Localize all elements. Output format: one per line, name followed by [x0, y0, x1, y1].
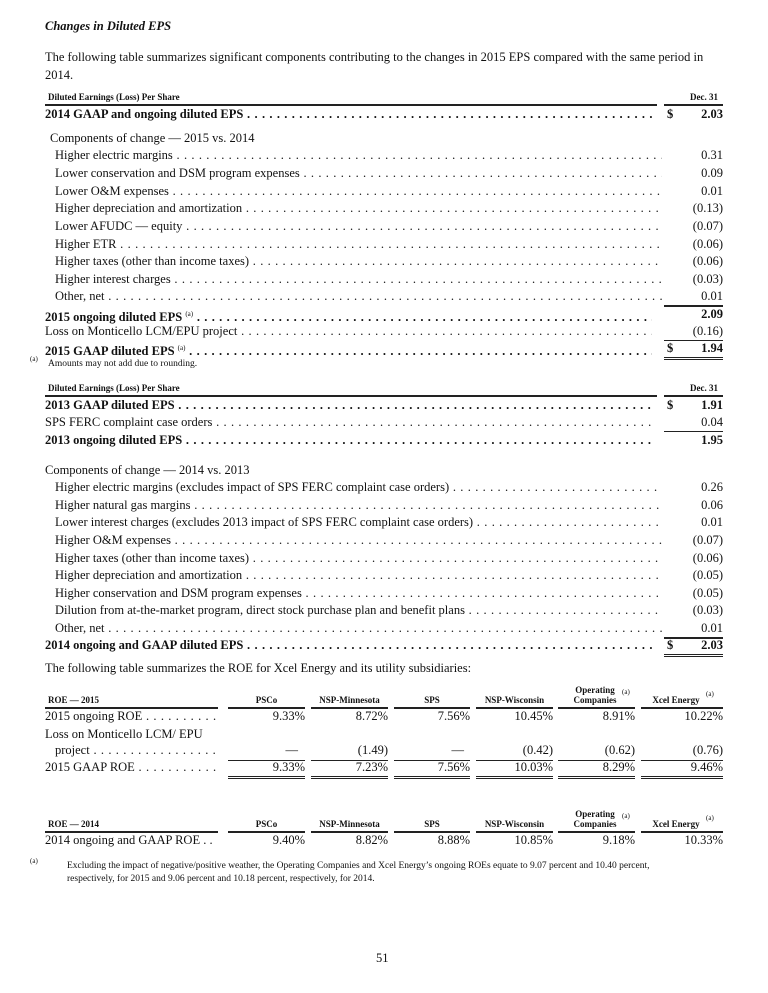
- table1-header-col: Dec. 31: [690, 92, 718, 102]
- table-section-label: Components of change — 2014 vs. 2013: [45, 463, 250, 477]
- footnote-mark: (a): [30, 857, 38, 865]
- roe-cell: 8.29%: [602, 760, 635, 774]
- rule: [394, 776, 470, 777]
- section-title: Changes in Diluted EPS: [45, 19, 172, 33]
- table-row: Higher conservation and DSM program expenses . . . (0.05): [45, 584, 723, 602]
- table-row: Higher O&M expenses . . . (0.07): [45, 531, 723, 549]
- rule: [476, 776, 553, 777]
- col-xcel-energy: Xcel Energy: [652, 695, 700, 705]
- table1-header-label: Diluted Earnings (Loss) Per Share: [48, 92, 180, 102]
- roe-cell: 9.33%: [272, 760, 305, 774]
- roe-cell: 9.40%: [272, 833, 305, 847]
- table-row: Higher taxes (other than income taxes) . . . (0.06): [45, 252, 723, 270]
- rule: [311, 778, 388, 779]
- table-row: Other, net . . . 0.01: [45, 619, 723, 637]
- rule: [641, 778, 723, 779]
- roe-cell: 7.56%: [437, 760, 470, 774]
- table-row: Other, net . . . 0.01: [45, 287, 723, 305]
- table-row: Dilution from at-the-market program, direct stock purchase plan and benefit plans . . . (0.03): [45, 601, 723, 619]
- rule: [476, 778, 553, 779]
- roe-cell: 7.23%: [355, 760, 388, 774]
- roe-cell: 8.82%: [355, 833, 388, 847]
- roe-cell: 9.18%: [602, 833, 635, 847]
- roe-row-label: 2015 GAAP ROE . . .: [45, 760, 218, 775]
- table-row: Higher electric margins . . . 0.31: [45, 146, 723, 164]
- table-row: 2015 GAAP diluted EPS $^{(a)}$ . . . $ 1.94: [45, 339, 723, 357]
- rule: [664, 656, 723, 657]
- col-psco: PSCo: [255, 819, 278, 829]
- roe-row-label: project . . .: [45, 743, 218, 758]
- roe-row-label: 2015 ongoing ROE . . .: [45, 709, 218, 724]
- roe-cell: 7.56%: [437, 709, 470, 723]
- roe-cell: (0.42): [522, 743, 553, 757]
- col-nsp-minnesota: NSP-Minnesota: [319, 695, 380, 705]
- col-sps: SPS: [424, 819, 440, 829]
- rule: [558, 776, 635, 777]
- col-nsp-wisconsin: NSP-Wisconsin: [484, 819, 545, 829]
- roe-row-label: 2014 ongoing and GAAP ROE . .: [45, 833, 213, 847]
- intro-paragraph: The following table summarizes significant components contributing to the changes in 2015 EPS compared with the same period in 2014.: [45, 50, 704, 82]
- rule: [228, 776, 305, 777]
- roe2014-header: ROE — 2014: [48, 819, 100, 829]
- footnote: Amounts may not add due to rounding.: [48, 359, 198, 369]
- roe-cell: (0.76): [692, 743, 723, 757]
- table-row: Lower O&M expenses . . . 0.01: [45, 182, 723, 200]
- roe-cell: (1.49): [357, 743, 388, 757]
- roe-row-label: Loss on Monticello LCM/ EPU: [45, 727, 203, 741]
- rule: [228, 778, 305, 779]
- rule: [311, 776, 388, 777]
- table-row: Higher natural gas margins . . . 0.06: [45, 496, 723, 514]
- table-row: 2014 ongoing and GAAP diluted EPS . . . $ 2.03: [45, 636, 723, 654]
- roe-cell: 10.22%: [684, 709, 723, 723]
- roe-cell: —: [285, 743, 298, 757]
- table-row: Lower conservation and DSM program expenses . . . 0.09: [45, 164, 723, 182]
- roe-cell: 10.03%: [514, 760, 553, 774]
- rule: [641, 776, 723, 777]
- roe-cell: 9.46%: [690, 760, 723, 774]
- roe-cell: 8.88%: [437, 833, 470, 847]
- roe-cell: 9.33%: [272, 709, 305, 723]
- table-row: Higher electric margins (excludes impact of SPS FERC complaint case orders) . . . 0.26: [45, 478, 723, 496]
- rule: [394, 778, 470, 779]
- col-operating-companies: Operating Companies: [573, 809, 617, 829]
- roe-cell: —: [451, 743, 464, 757]
- roe-cell: 8.91%: [602, 709, 635, 723]
- table-row: 2013 GAAP diluted EPS . . . $ 1.91: [45, 396, 723, 414]
- roe-cell: 8.72%: [355, 709, 388, 723]
- table-row: Lower AFUDC — equity . . . (0.07): [45, 217, 723, 235]
- rule: [664, 357, 723, 358]
- col-psco: PSCo: [255, 695, 278, 705]
- table-row: Lower interest charges (excludes 2013 impact of SPS FERC complaint case orders) . . . 0.01: [45, 513, 723, 531]
- roe-intro: The following table summarizes the ROE for Xcel Energy and its utility subsidiaries:: [45, 661, 472, 675]
- col-nsp-wisconsin: NSP-Wisconsin: [484, 695, 545, 705]
- col-xcel-energy: Xcel Energy: [652, 819, 700, 829]
- table-row: Higher taxes (other than income taxes) . . . (0.06): [45, 549, 723, 567]
- roe2015-header: ROE — 2015: [48, 695, 100, 705]
- table-row: Loss on Monticello LCM/EPU project . . . (0.16): [45, 322, 723, 340]
- col-sup: (a): [622, 688, 630, 696]
- rule: [664, 654, 723, 655]
- table-row: Higher interest charges . . . (0.03): [45, 270, 723, 288]
- table-row: Higher depreciation and amortization . . . (0.05): [45, 566, 723, 584]
- table-row: Higher depreciation and amortization . . . (0.13): [45, 199, 723, 217]
- col-sup: (a): [706, 814, 714, 822]
- roe-cell: 10.33%: [684, 833, 723, 847]
- page-number: 51: [376, 951, 389, 965]
- table-row: SPS FERC complaint case orders . . . 0.04: [45, 413, 723, 431]
- table-row: 2013 ongoing diluted EPS . . . 1.95: [45, 431, 723, 449]
- roe-cell: (0.62): [604, 743, 635, 757]
- table-section-label: Components of change — 2015 vs. 2014: [50, 131, 255, 145]
- table2-header-col: Dec. 31: [690, 383, 718, 393]
- rule: [664, 359, 723, 360]
- table-row: 2014 GAAP and ongoing diluted EPS . . . $ 2.03: [45, 105, 723, 123]
- table2-header-label: Diluted Earnings (Loss) Per Share: [48, 383, 180, 393]
- table-row: 2015 ongoing diluted EPS $^{(a)}$ . . . 2.09: [45, 305, 723, 323]
- roe-cell: 10.85%: [514, 833, 553, 847]
- col-operating-companies: Operating Companies: [573, 685, 617, 705]
- roe-footnote: Excluding the impact of negative/positive weather, the Operating Companies and Xcel Energy’s ongoing ROEs equate to 9.07 percent and 10.40 percent, respectively, for 2015 and 9.06 percent and 10.18 percent, respectively, for 2014.: [67, 861, 650, 884]
- rule: [558, 778, 635, 779]
- roe-cell: 10.45%: [514, 709, 553, 723]
- col-nsp-minnesota: NSP-Minnesota: [319, 819, 380, 829]
- footnote-mark: (a): [30, 355, 38, 363]
- col-sup: (a): [706, 690, 714, 698]
- col-sps: SPS: [424, 695, 440, 705]
- col-sup: (a): [622, 812, 630, 820]
- table-row: Higher ETR . . . (0.06): [45, 235, 723, 253]
